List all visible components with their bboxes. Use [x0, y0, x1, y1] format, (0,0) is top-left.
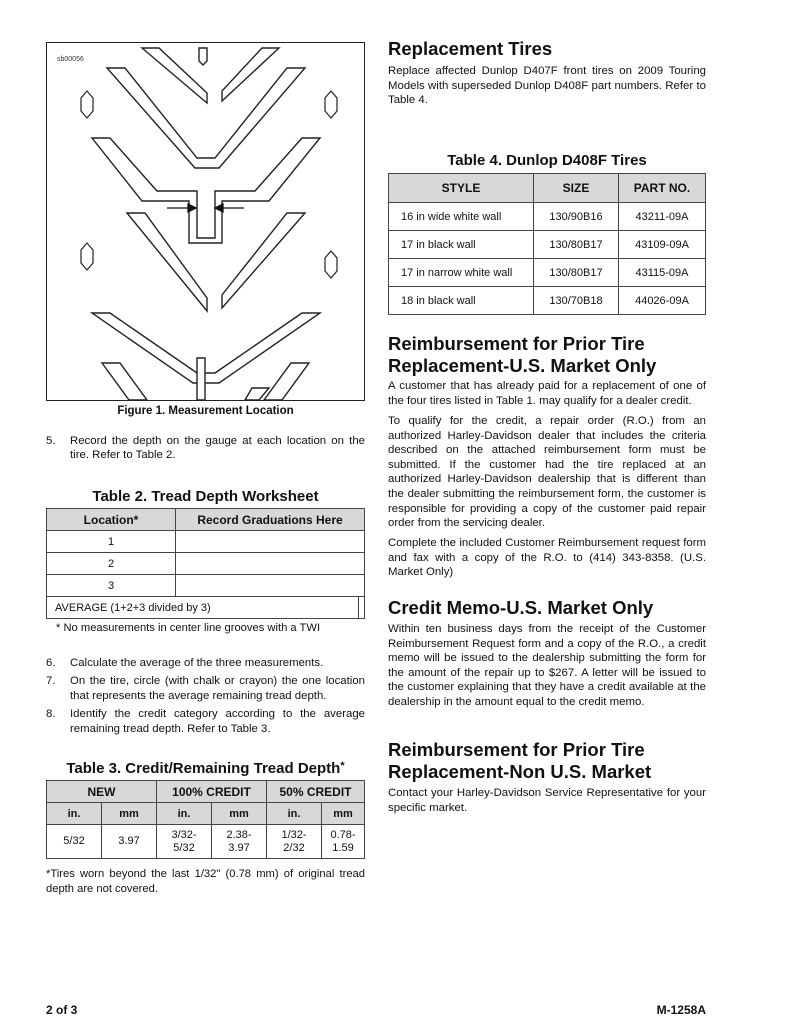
reimbursement-non-us-heading-line2: Replacement-Non U.S. Market: [388, 761, 652, 782]
step-item: [46, 674, 365, 703]
step-text: Record the depth on the gauge at each location on the tire. Refer to Table 2.: [70, 435, 365, 462]
figure-1: [46, 42, 365, 401]
reimbursement-us-para1: A customer that has already paid for a replacement of one of the four tires listed in Table 1. may qualify for a dealer credit.: [388, 380, 706, 407]
tire-part-cell: 44026-09A: [619, 287, 706, 315]
credit-tread-depth-table: [46, 780, 365, 859]
table2-average-label: AVERAGE (1+2+3 divided by 3): [47, 597, 359, 619]
figure-caption: Figure 1. Measurement Location: [117, 405, 294, 417]
reimbursement-us-para3: Complete the included Customer Reimbursement request form and fax with a copy of the R.O. to (414) 343-8358. (U.S. Market Only): [388, 537, 706, 579]
table3-cell: 5/32: [47, 825, 102, 859]
step-number: 5.: [46, 435, 56, 447]
reimbursement-non-us-heading-line1: Reimbursement for Prior Tire: [388, 739, 645, 760]
tire-size-cell: 130/80B17: [534, 259, 619, 287]
tire-size-cell: 130/80B17: [534, 231, 619, 259]
tire-part-cell: 43211-09A: [619, 203, 706, 231]
figure-id-label: sb00056: [57, 56, 84, 63]
table3-cell: 3.97: [102, 825, 157, 859]
tire-size-cell: 130/90B16: [534, 203, 619, 231]
table2-average-cell[interactable]: [359, 597, 365, 619]
table4-header-part: PART NO.: [619, 174, 706, 203]
table2-location-cell: 2: [47, 553, 176, 575]
dunlop-tires-table: [388, 173, 706, 315]
table2-title: Table 2. Tread Depth Worksheet: [92, 488, 319, 505]
reimbursement-non-us-heading: [388, 739, 718, 783]
page-number: 2 of 3: [46, 1003, 78, 1017]
tire-style-cell: 17 in narrow white wall: [389, 259, 534, 287]
step-item: [46, 656, 365, 670]
table2-location-cell: 3: [47, 575, 176, 597]
table4-title: Table 4. Dunlop D408F Tires: [447, 152, 647, 169]
table3-group-header: 100% CREDIT: [157, 781, 267, 803]
table3-title: [46, 760, 365, 777]
table3-cell: 2.38- 3.97: [212, 825, 267, 859]
table4-header-size: SIZE: [534, 174, 619, 203]
step-number: 6.: [46, 657, 56, 669]
document-id: M-1258A: [656, 1003, 706, 1017]
step-item: [46, 434, 365, 463]
tire-tread-illustration: [47, 43, 364, 400]
reimbursement-us-heading: [388, 333, 718, 377]
steps-list-a: [46, 434, 365, 467]
step-number: 8.: [46, 708, 56, 721]
table2-footnote: * No measurements in center line grooves with a TWI: [56, 622, 321, 634]
table3-subheader: mm: [322, 803, 365, 825]
reimbursement-us-para2: To qualify for the credit, a repair order (R.O.) from an authorized Harley-Davidson dealer that includes the criteria described on the attached reimbursement form must be submitted. If the customer had the tire replaced at an authorized Harley-Davidson dealership that is different than the dealer submitting the reimbursement form, the customer is responsible for providing a copy of the customer paid repair order from the servicing dealer.: [388, 415, 706, 530]
table3-subheader: in.: [157, 803, 212, 825]
table-row: [389, 259, 706, 287]
replacement-tires-heading: Replacement Tires: [388, 38, 553, 59]
step-item: [46, 707, 365, 736]
table3-subheader: mm: [212, 803, 267, 825]
table-row: [389, 203, 706, 231]
table3-group-header: NEW: [47, 781, 157, 803]
table-row: [389, 231, 706, 259]
step-text: Identify the credit category according to the average remaining tread depth. Refer to Table 3.: [70, 708, 365, 735]
table-row: [389, 287, 706, 315]
tire-style-cell: 18 in black wall: [389, 287, 534, 315]
table3-cell: 3/32- 5/32: [157, 825, 212, 859]
step-text: Calculate the average of the three measurements.: [70, 657, 324, 669]
tire-part-cell: 43109-09A: [619, 231, 706, 259]
table3-title-text: Table 3. Credit/Remaining Tread Depth: [66, 760, 341, 777]
steps-list-b: [46, 656, 365, 740]
reimbursement-non-us-text: Contact your Harley-Davidson Service Representative for your specific market.: [388, 787, 706, 814]
table3-group-header: 50% CREDIT: [267, 781, 365, 803]
table3-subheader: in.: [47, 803, 102, 825]
table2-col-location: Location*: [47, 509, 176, 531]
step-number: 7.: [46, 675, 56, 688]
tire-style-cell: 17 in black wall: [389, 231, 534, 259]
step-text: On the tire, circle (with chalk or crayon) the one location that represents the average remaining tread depth.: [70, 675, 365, 702]
credit-memo-text: Within ten business days from the receipt of the Customer Reimbursement Request form and a copy of the R.O., a credit memo will be issued to the dealership submitting the form for the amount of the repair up to $267. A letter will be issued to the customer explaining that they have a credit available at the dealership in the amount equal to the credit memo.: [388, 623, 706, 708]
table3-subheader: mm: [102, 803, 157, 825]
table2-entry-cell[interactable]: [176, 553, 365, 575]
tire-size-cell: 130/70B18: [534, 287, 619, 315]
table2-entry-cell[interactable]: [176, 531, 365, 553]
table3-footnote: *Tires worn beyond the last 1/32" (0.78 mm) of original tread depth are not covered.: [46, 868, 365, 895]
table2-location-cell: 1: [47, 531, 176, 553]
tread-depth-worksheet-table: [46, 508, 365, 619]
reimbursement-us-heading-line1: Reimbursement for Prior Tire: [388, 333, 645, 354]
table3-title-mark: *: [340, 760, 345, 772]
table4-header-style: STYLE: [389, 174, 534, 203]
tire-part-cell: 43115-09A: [619, 259, 706, 287]
reimbursement-us-heading-line2: Replacement-U.S. Market Only: [388, 355, 657, 376]
table3-subheader: in.: [267, 803, 322, 825]
table2-col-graduations: Record Graduations Here: [176, 509, 365, 531]
credit-memo-heading: Credit Memo-U.S. Market Only: [388, 597, 654, 618]
table3-cell: 1/32- 2/32: [267, 825, 322, 859]
tire-style-cell: 16 in wide white wall: [389, 203, 534, 231]
table3-cell: 0.78-1.59: [322, 825, 365, 859]
replacement-tires-text: Replace affected Dunlop D407F front tires on 2009 Touring Models with superseded Dunlop D408F part numbers. Refer to Table 4.: [388, 65, 706, 107]
table2-entry-cell[interactable]: [176, 575, 365, 597]
